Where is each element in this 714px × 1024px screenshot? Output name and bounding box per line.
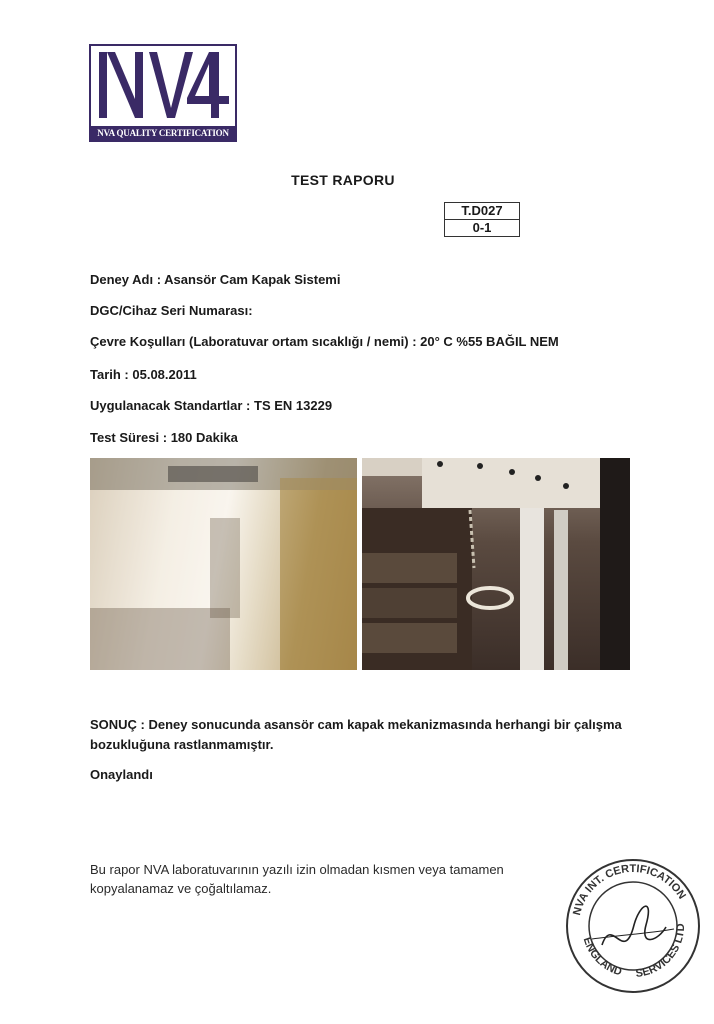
field-value: 20° C %55 BAĞIL NEM: [420, 334, 559, 349]
nva-logo: [89, 44, 237, 142]
field-duration: [90, 430, 238, 445]
door-photo-image: [90, 458, 357, 670]
report-number: T.D027: [445, 203, 519, 220]
field-standards: [90, 398, 332, 413]
field-test-name: [90, 272, 340, 287]
field-date: [90, 367, 197, 382]
stamp-seal-image: [562, 855, 704, 997]
stamp-ring-left: ENGLAND: [580, 935, 624, 979]
report-revision: 0-1: [472, 220, 492, 235]
test-photo-mechanism: [362, 458, 630, 670]
approval-status: Onaylandı: [90, 767, 153, 782]
result-text: Deney sonucunda asansör cam kapak mekanizmasında herhangi bir çalışma bozukluğuna rastlanmamıştır.: [90, 717, 622, 752]
field-value: 180 Dakika: [170, 430, 238, 445]
field-value: TS EN 13229: [254, 398, 333, 413]
field-label: Çevre Koşulları (Laboratuvar ortam sıcaklığı / nemi) :: [90, 334, 421, 349]
field-serial-number: [90, 303, 253, 318]
field-environment: [90, 334, 559, 349]
field-label: DGC/Cihaz Seri Numarası:: [90, 303, 253, 318]
field-value: Asansör Cam Kapak Sistemi: [164, 272, 341, 287]
logo-banner: NVA QUALITY CERTIFICATION: [91, 126, 235, 140]
copyright-notice: Bu rapor NVA laboratuvarının yazılı izin olmadan kısmen veya tamamen kopyalanamaz ve çoğaltılamaz.: [90, 862, 504, 896]
page-title: TEST RAPORU: [291, 172, 395, 188]
nva-logo-mark: [91, 46, 235, 126]
report-code-box: [444, 202, 520, 237]
test-photo-door: [90, 458, 357, 670]
field-label: Uygulanacak Standartlar :: [90, 398, 254, 413]
result-label: SONUÇ :: [90, 717, 149, 732]
stamp-ring-right: SERVICES LTD: [634, 923, 688, 981]
field-label: Deney Adı :: [90, 272, 165, 287]
field-label: Test Süresi :: [90, 430, 171, 445]
mechanism-photo-image: [362, 458, 630, 670]
certification-stamp: [562, 855, 704, 997]
result-paragraph: [90, 715, 650, 755]
stamp-ring-top: NVA INT. CERTIFICATION: [571, 862, 688, 917]
field-value: 05.08.2011: [132, 367, 197, 382]
field-label: Tarih :: [90, 367, 133, 382]
